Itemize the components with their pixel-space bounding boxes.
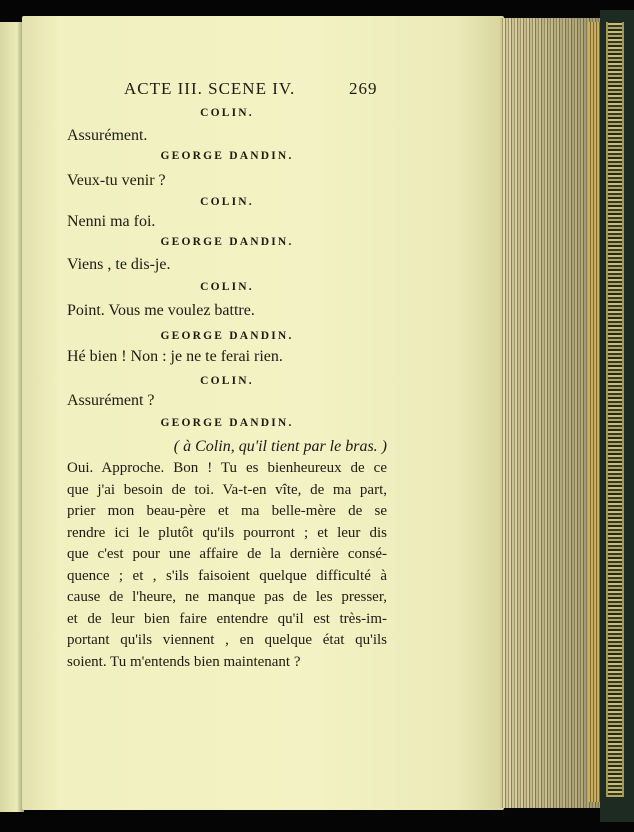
speech-line: Assurément. bbox=[67, 127, 148, 144]
paragraph-line: soient. Tu m'entends bien maintenant ? bbox=[67, 653, 301, 670]
paragraph-line: prier mon beau-père et ma belle-mère de se bbox=[67, 503, 387, 519]
speaker-name: COLIN. bbox=[200, 107, 254, 119]
running-title: ACTE III. SCENE IV. bbox=[124, 79, 296, 98]
stage-direction: ( à Colin, qu'il tient par le bras. ) bbox=[173, 438, 387, 455]
speaker-name: COLIN. bbox=[200, 196, 254, 208]
paragraph-line: que c'est pour une affaire de la dernière consé- bbox=[67, 546, 387, 562]
speech-line: Point. Vous me voulez battre. bbox=[67, 302, 255, 319]
speech-line: Assurément ? bbox=[67, 392, 155, 409]
speech-line: Hé bien ! Non : je ne te ferai rien. bbox=[67, 348, 283, 365]
paragraph-line: quence ; et , s'ils faisoient quelque difficulté à bbox=[67, 567, 387, 584]
paragraph-line: et de leur bien faire entendre qu'il est très-im- bbox=[67, 610, 387, 627]
paragraph-line: rendre ici le plutôt qu'ils pourront ; et leur dis bbox=[67, 524, 387, 541]
speech-line: Nenni ma foi. bbox=[67, 213, 156, 230]
speaker-name: COLIN. bbox=[200, 281, 254, 293]
speaker-name: GEORGE DANDIN. bbox=[160, 236, 294, 248]
paragraph-line: que j'ai besoin de toi. Va-t-en vîte, de ma part, bbox=[67, 481, 387, 498]
speech-line: Viens , te dis-je. bbox=[67, 256, 171, 273]
page-number: 269 bbox=[349, 79, 378, 98]
speaker-name: COLIN. bbox=[200, 375, 254, 387]
speaker-name: GEORGE DANDIN. bbox=[160, 330, 294, 342]
paragraph-line: Oui. Approche. Bon ! Tu es bienheureux de ce bbox=[67, 460, 387, 476]
speaker-name: GEORGE DANDIN. bbox=[160, 150, 294, 162]
speaker-name: GEORGE DANDIN. bbox=[160, 417, 294, 429]
paragraph-line: cause de l'heure, ne manque pas de les presser, bbox=[67, 589, 387, 605]
paragraph-line: portant qu'ils viennent , en quelque état qu'ils bbox=[67, 632, 387, 648]
speech-line: Veux-tu venir ? bbox=[67, 172, 166, 189]
